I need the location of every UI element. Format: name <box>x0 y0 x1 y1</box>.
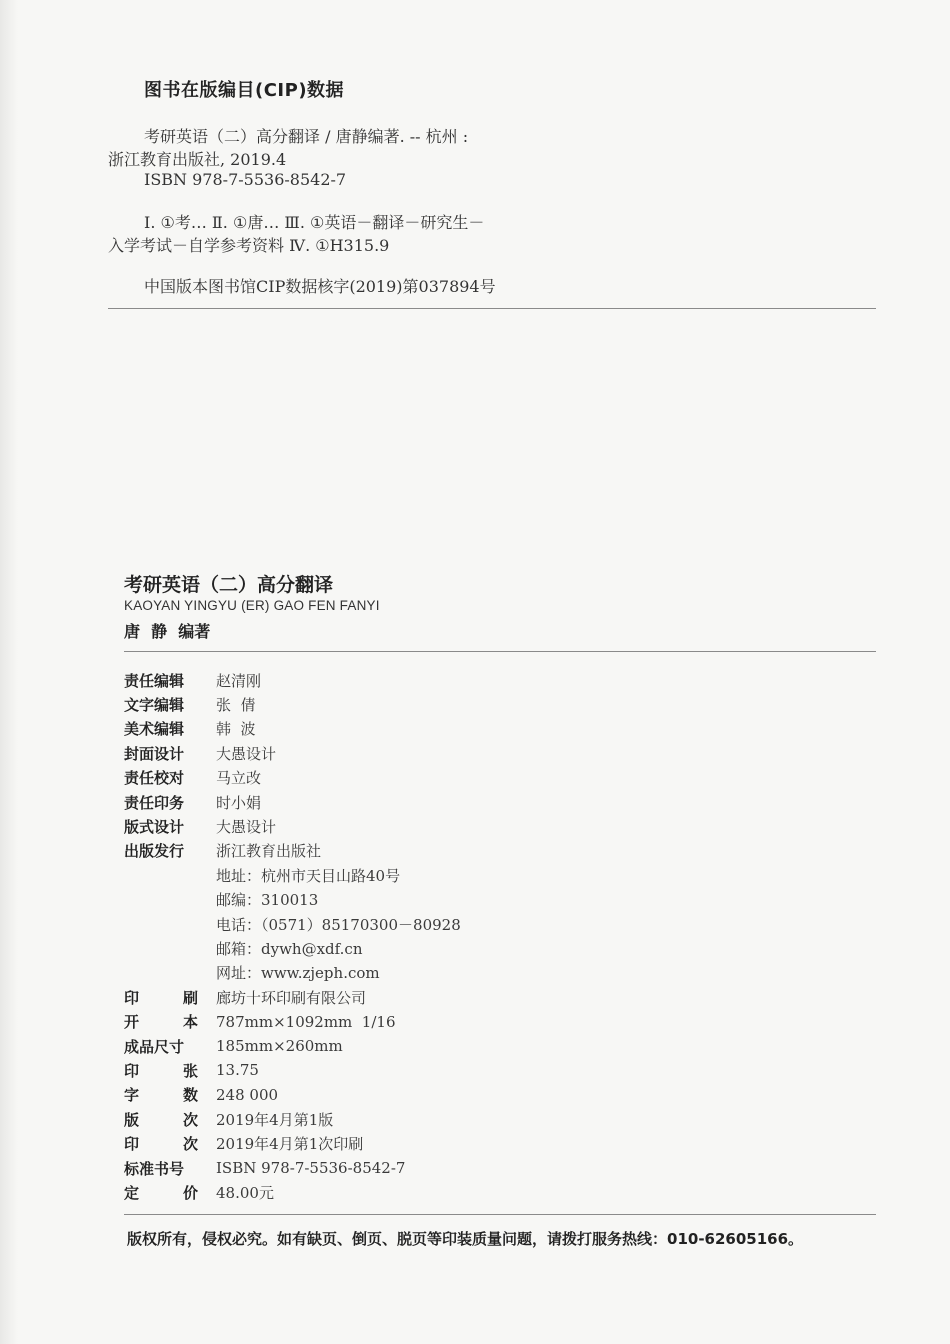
credit-row <box>124 863 824 887</box>
credit-row <box>124 668 824 692</box>
credit-row <box>124 1009 824 1033</box>
credit-label: 责任校对 <box>124 769 185 788</box>
credit-label: 版 次 <box>124 1110 198 1129</box>
credit-value: 邮箱：dywh@xdf.cn <box>216 939 363 958</box>
credit-label: 定 价 <box>124 1183 198 1202</box>
credit-value: 大愚设计 <box>216 744 277 763</box>
credit-row <box>124 1131 824 1155</box>
credit-label: 成品尺寸 <box>124 1037 185 1056</box>
credit-value: 2019年4月第1次印刷 <box>216 1135 364 1154</box>
credit-value: 邮编：310013 <box>216 891 319 910</box>
credit-label: 开 本 <box>124 1013 198 1032</box>
cip-heading: 图书在版编目(CIP)数据 <box>144 80 345 101</box>
credit-row <box>124 1058 824 1082</box>
credit-value: 赵清刚 <box>216 671 262 690</box>
credit-row <box>124 717 824 741</box>
credit-row <box>124 1107 824 1131</box>
credit-value: 浙江教育出版社 <box>216 842 322 861</box>
credit-value: 韩 波 <box>216 720 256 739</box>
credit-value: 大愚设计 <box>216 818 277 837</box>
credit-label: 印 次 <box>124 1135 198 1154</box>
book-author: 唐 静 编著 <box>124 622 211 641</box>
credit-value: 248 000 <box>216 1085 279 1104</box>
credit-row <box>124 1083 824 1107</box>
credit-value: 电话：（0571）85170300－80928 <box>216 915 461 934</box>
book-title-pinyin: KAOYAN YINGYU (ER) GAO FEN FANYI <box>124 598 380 613</box>
credit-row <box>124 839 824 863</box>
cip-record-number: 中国版本图书馆CIP数据核字(2019)第037894号 <box>144 277 496 296</box>
cip-isbn-line: ISBN 978-7-5536-8542-7 <box>144 170 347 189</box>
divider-cip <box>108 308 876 309</box>
credit-value: 地址：杭州市天目山路40号 <box>216 866 401 885</box>
credit-value: 13.75 <box>216 1061 259 1080</box>
credit-row <box>124 766 824 790</box>
credits-list <box>124 668 824 1205</box>
credit-value: 廊坊十环印刷有限公司 <box>216 988 367 1007</box>
divider-credits-bottom <box>124 1214 876 1215</box>
cip-title-line: 考研英语（二）高分翻译 / 唐静编著. -- 杭州 : <box>144 127 469 146</box>
credit-value: ISBN 978-7-5536-8542-7 <box>216 1159 406 1177</box>
credit-value: 马立改 <box>216 769 262 788</box>
cip-publisher-line: 浙江教育出版社, 2019.4 <box>108 150 287 169</box>
credit-label: 文字编辑 <box>124 696 185 715</box>
credit-row <box>124 790 824 814</box>
credit-row <box>124 961 824 985</box>
credit-label: 责任印务 <box>124 793 185 812</box>
credit-row <box>124 741 824 765</box>
credit-row <box>124 985 824 1009</box>
credit-row <box>124 888 824 912</box>
credit-row <box>124 1034 824 1058</box>
credit-value: 时小娟 <box>216 793 262 812</box>
credit-label: 字 数 <box>124 1086 198 1105</box>
credit-label: 标准书号 <box>124 1159 185 1178</box>
divider-credits-top <box>124 651 876 652</box>
credit-row <box>124 912 824 936</box>
credit-value: 网址：www.zjeph.com <box>216 964 380 983</box>
credit-value: 787mm×1092mm 1/16 <box>216 1012 396 1031</box>
credit-value: 48.00元 <box>216 1183 274 1202</box>
cip-subject-line-continued: 入学考试－自学参考资料 Ⅳ. ①H315.9 <box>108 236 390 255</box>
credit-value: 张 倩 <box>216 696 256 715</box>
credit-value: 2019年4月第1版 <box>216 1110 334 1129</box>
credit-row <box>124 1156 824 1180</box>
credit-value: 185mm×260mm <box>216 1037 343 1056</box>
credit-label: 出版发行 <box>124 842 185 861</box>
page-edge-shadow <box>0 0 18 1344</box>
book-title: 考研英语（二）高分翻译 <box>124 574 334 596</box>
copyright-notice: 版权所有，侵权必究。如有缺页、倒页、脱页等印装质量问题，请拨打服务热线：010-62605166。 <box>127 1230 804 1248</box>
credit-label: 印 张 <box>124 1061 198 1080</box>
credit-row <box>124 936 824 960</box>
credit-label: 美术编辑 <box>124 720 185 739</box>
credit-row <box>124 692 824 716</box>
credit-label: 责任编辑 <box>124 671 185 690</box>
cip-subject-line: Ⅰ. ①考… Ⅱ. ①唐… Ⅲ. ①英语－翻译－研究生－ <box>144 213 485 232</box>
credit-row <box>124 814 824 838</box>
credit-label: 印 刷 <box>124 988 198 1007</box>
credit-label: 封面设计 <box>124 744 185 763</box>
credit-row <box>124 1180 824 1204</box>
credit-label: 版式设计 <box>124 818 185 837</box>
